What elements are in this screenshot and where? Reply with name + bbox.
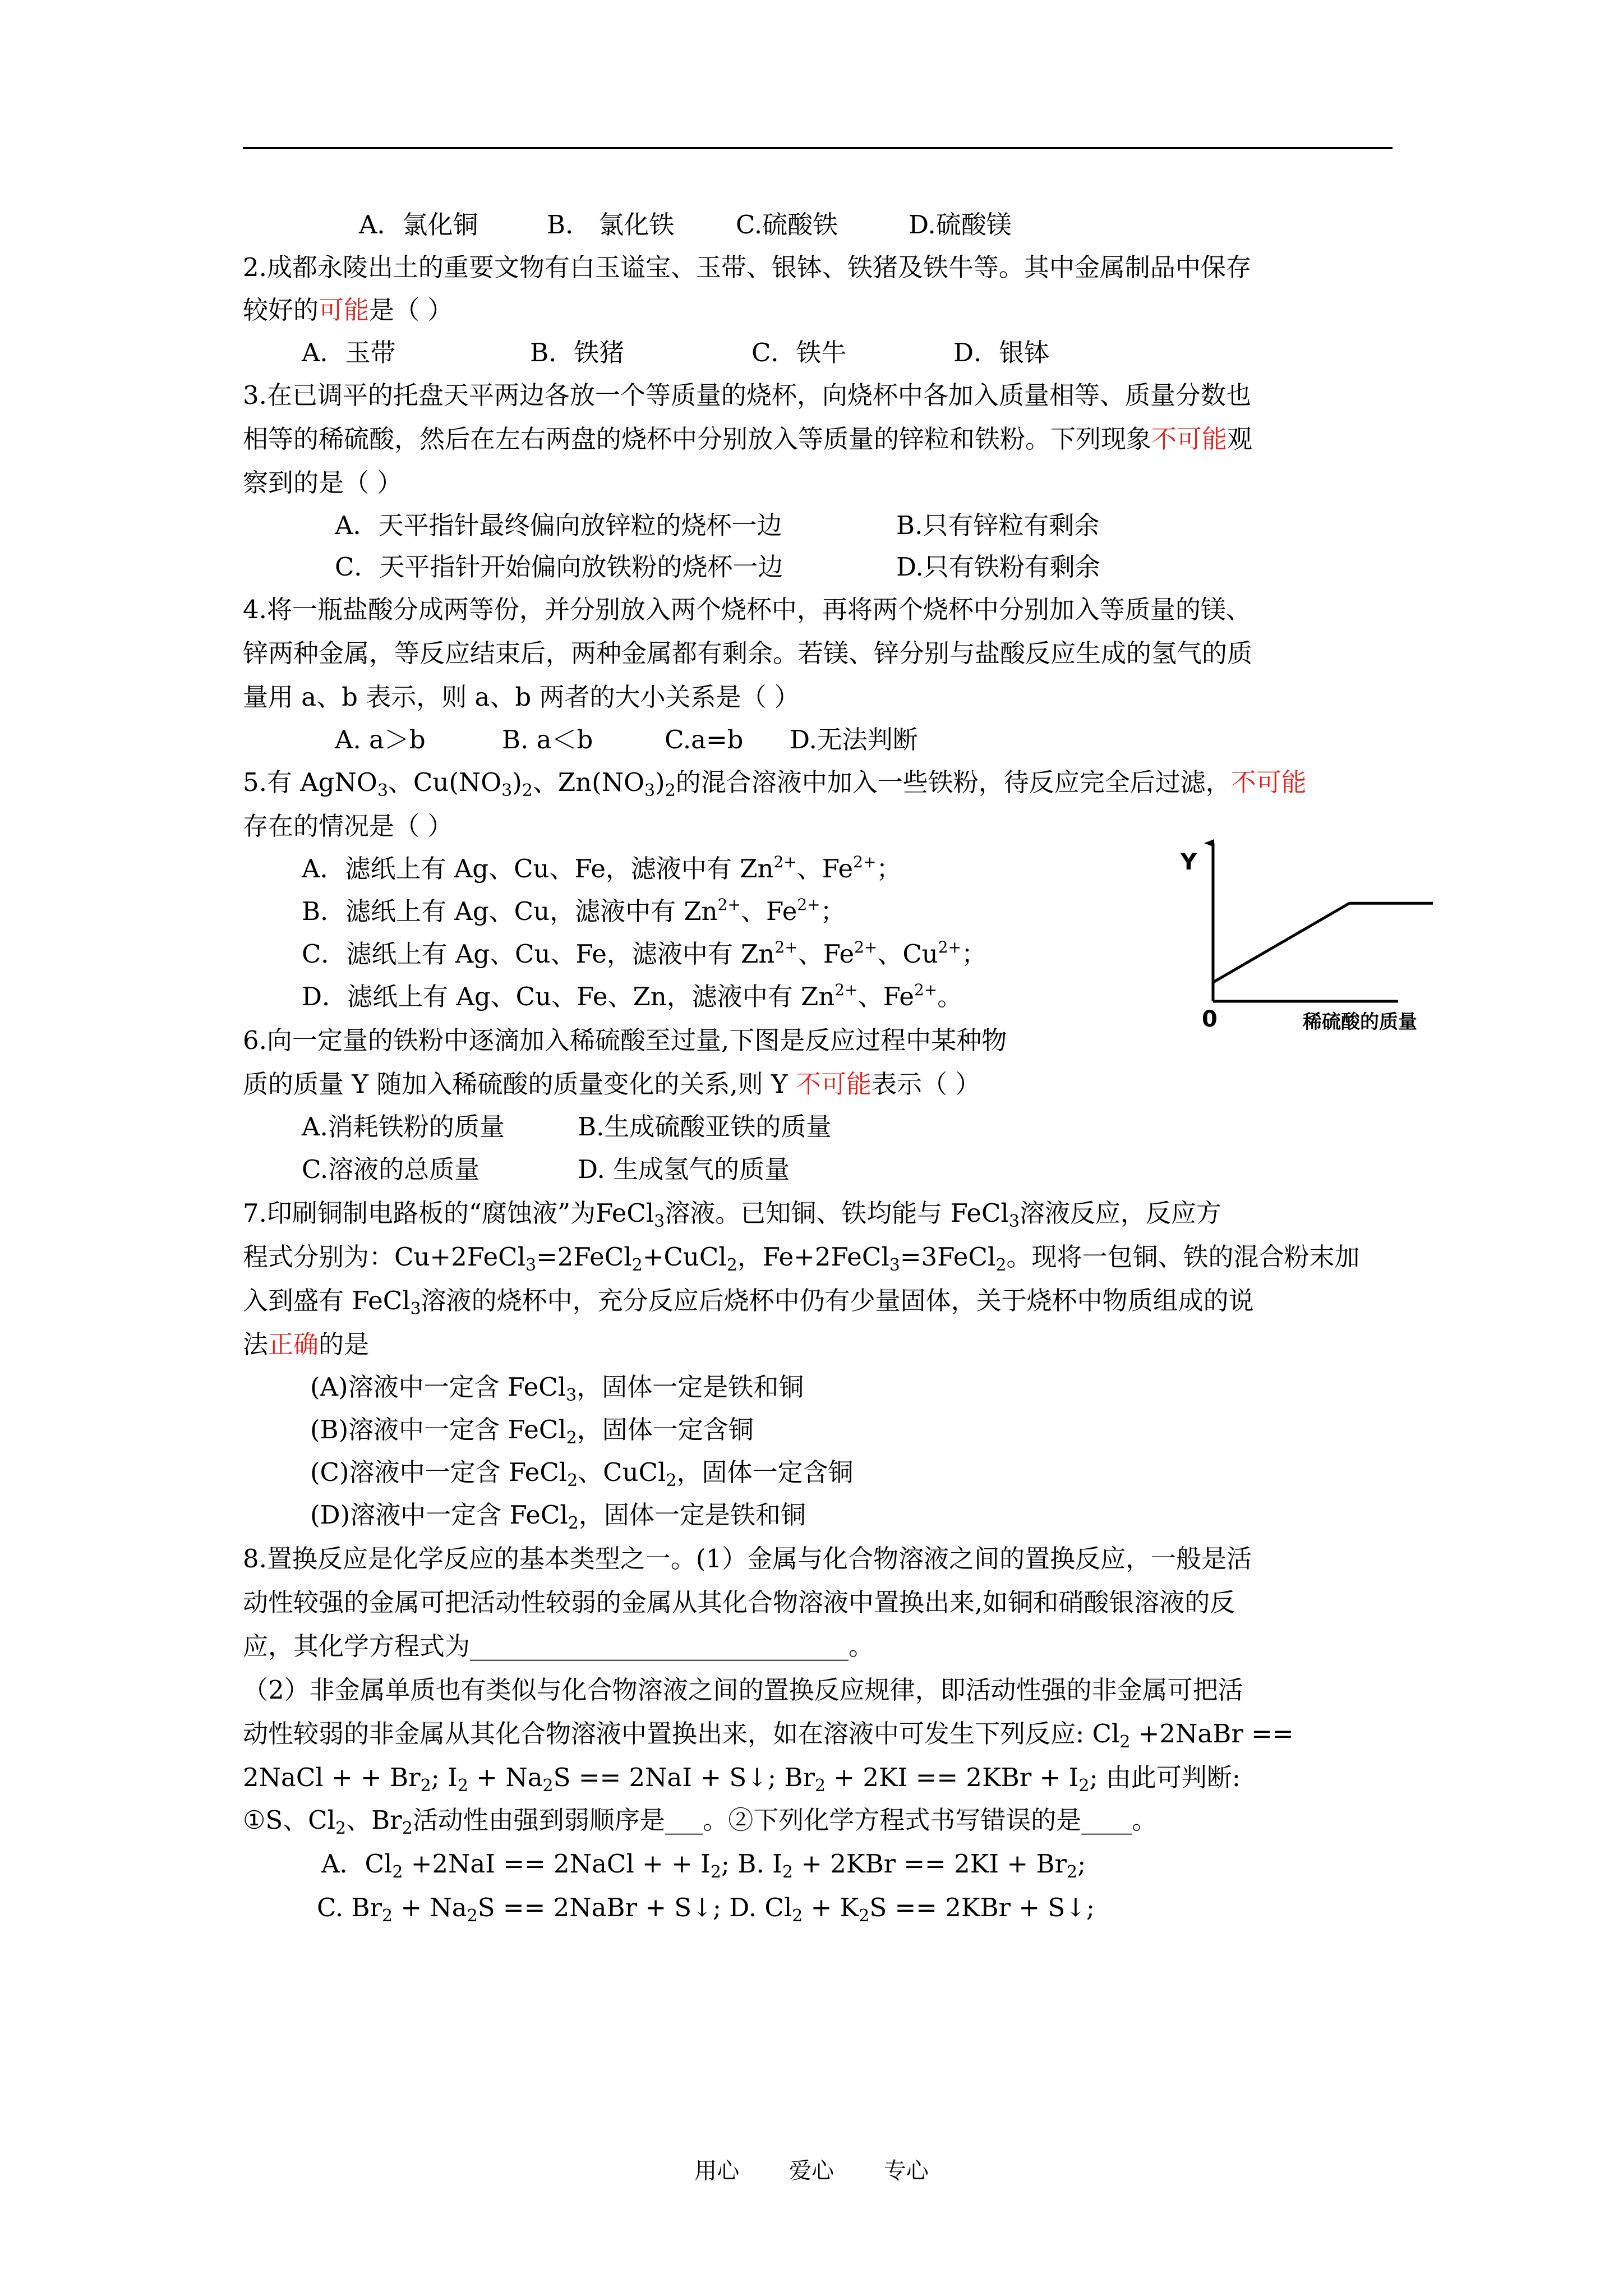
q8-line-7: ①S、$Cl_2$、$Br_2$活动性由强到弱顺序是___。②下列化学方程式书写错误的是____。 xyxy=(243,1805,1158,1838)
q7-option-d: (D)溶液中一定含 FeCl$_2$，固体一定是铁和铜 xyxy=(310,1500,806,1533)
y-axis-label: Y xyxy=(1181,849,1197,875)
q4-line-1: 4.将一瓶盐酸分成两等份，并分别放入两个烧杯中，再将两个烧杯中分别加入等质量的镁、 xyxy=(243,595,1251,624)
q4-line-2: 锌两种金属，等反应结束后，两种金属都有剩余。若镁、锌分别与盐酸反应生成的氢气的质 xyxy=(243,638,1253,668)
q5-line-1: 5.有 AgNO$_3$、$Cu(NO_3)_2$、$Zn(NO_3)_2$的混合溶液中加入一些铁粉，待反应完全后过滤，不可能 xyxy=(243,767,1307,800)
q8-line-4: （2）非金属单质也有类似与化合物溶液之间的置换反应规律，即活动性强的非金属可把活 xyxy=(243,1675,1243,1705)
q2-line-2: 较好的可能是（ ） xyxy=(243,295,453,325)
q5-option-c: C．滤纸上有 Ag、Cu、Fe，滤液中有 $Zn^{2+}$、$Fe^{2+}$、$Cu^{2+}$； xyxy=(302,938,987,969)
q3-option-c: C．天平指针开始偏向放铁粉的烧杯一边 xyxy=(335,552,783,582)
q8-line-1: 8.置换反应是化学反应的基本类型之一。(1）金属与化合物溶液之间的置换反应，一般是活 xyxy=(243,1544,1252,1573)
q6-line-2: 质的质量 Y 随加入稀硫酸的质量变化的关系,则 Y 不可能表示（ ） xyxy=(243,1069,981,1099)
footer-text-3: 专心 xyxy=(883,2158,929,2184)
q2-option-d: D．银钵 xyxy=(953,338,1050,367)
q7-option-c: (C)溶液中一定含 FeCl$_2$、CuCl$_2$，固体一定含铜 xyxy=(310,1457,854,1490)
header-rule xyxy=(243,147,1393,149)
origin-label: 0 xyxy=(1202,1006,1218,1032)
footer-text-1: 用心 xyxy=(694,2158,740,2184)
q3-option-a: A．天平指针最终偏向放锌粒的烧杯一边 xyxy=(335,510,782,540)
page-footer xyxy=(0,2153,1623,2185)
q6-option-a: A.消耗铁粉的质量 xyxy=(302,1112,505,1142)
q2-option-a: A．玉带 xyxy=(302,338,396,367)
q5-option-a: A．滤纸上有 Ag、Cu、Fe，滤液中有 $Zn^{2+}$、$Fe^{2+}$； xyxy=(302,853,902,884)
q5-option-d: D．滤纸上有 Ag、Cu、Fe、Zn，滤液中有 $Zn^{2+}$、$Fe^{2+}$。 xyxy=(302,981,963,1011)
footer-text-2: 爱心 xyxy=(789,2158,834,2184)
q8-option-c-d: C. $Br_2 + Na_2S$ == 2NaBr + S↓; D. $Cl_2 + K_2S == 2KBr$ + S↓; xyxy=(317,1893,1095,1926)
q6-graph xyxy=(1169,839,1444,1052)
q2-line-1: 2.成都永陵出土的重要文物有白玉谥宝、玉带、银钵、铁猪及铁牛等。其中金属制品中保存 xyxy=(243,252,1251,282)
q7-option-a: (A)溶液中一定含 FeCl$_3$，固体一定是铁和铜 xyxy=(310,1372,804,1405)
q7-line-2: 程式分别为：Cu+2FeCl$_3$=2FeCl$_2$+CuCl$_2$，Fe+2FeCl$_3$=3FeCl$_2$。现将一包铜、铁的混合粉末加 xyxy=(243,1242,1360,1275)
q7-option-b: (B)溶液中一定含 FeCl$_2$，固体一定含铜 xyxy=(310,1415,754,1448)
q4-line-3: 量用 a、b 表示，则 a、b 两者的大小关系是（ ） xyxy=(243,682,800,712)
q8-line-5: 动性较弱的非金属从其化合物溶液中置换出来，如在溶液中可发生下列反应: $Cl_2$ +2NaBr == xyxy=(243,1719,1294,1752)
q3-emphasis: 不可能 xyxy=(1151,424,1228,454)
q6-line-1: 6.向一定量的铁粉中逐滴加入稀硫酸至过量,下图是反应过程中某种物 xyxy=(243,1025,1007,1055)
q6-emphasis: 不可能 xyxy=(795,1069,872,1099)
q8-option-a-b: A．$Cl_2 +2NaI$ == 2NaCl + + $I_2$; B. $I_2 + 2KBr == 2KI + Br_2$; xyxy=(321,1849,1086,1882)
q8-line-3: 应，其化学方程式为______________________________。 xyxy=(243,1631,874,1661)
q6-option-d: D. 生成氢气的质量 xyxy=(578,1154,790,1184)
q3-option-d: D.只有铁粉有剩余 xyxy=(896,552,1100,582)
q6-option-b: B.生成硫酸亚铁的质量 xyxy=(578,1112,832,1142)
q5-emphasis: 不可能 xyxy=(1230,767,1307,797)
q1-option-c: C.硫酸铁 xyxy=(736,210,838,240)
q7-line-4: 法正确的是 xyxy=(243,1329,370,1359)
q8-line-6: 2NaCl + + $Br_2$; $I_2 + Na_2S == 2NaI$ + S↓; $Br_2 + 2KI == 2KBr + I_2$; 由此可判断: xyxy=(243,1763,1241,1796)
q2-option-c: C．铁牛 xyxy=(751,338,847,367)
q3-line-2: 相等的稀硫酸，然后在左右两盘的烧杯中分别放入等质量的锌粒和铁粉。下列现象不可能观 xyxy=(243,424,1253,454)
q6-option-c: C.溶液的总质量 xyxy=(302,1154,480,1184)
data-line xyxy=(1213,903,1433,982)
q4-option-c: C.a=b xyxy=(665,725,744,754)
q3-option-b: B.只有锌粒有剩余 xyxy=(896,510,1100,540)
q1-option-b: B． 氯化铁 xyxy=(547,210,675,240)
q3-line-1: 3.在已调平的托盘天平两边各放一个等质量的烧杯，向烧杯中各加入质量相等、质量分数也 xyxy=(243,380,1251,410)
q4-option-d: D.无法判断 xyxy=(790,725,918,754)
q5-line-2: 存在的情况是（ ） xyxy=(243,811,453,841)
q4-option-b: B. a＜b xyxy=(502,725,593,754)
q7-emphasis: 正确 xyxy=(268,1329,319,1359)
q2-option-b: B．铁猪 xyxy=(530,338,625,367)
q7-line-3: 入到盛有 FeCl$_3$溶液的烧杯中，充分反应后烧杯中仍有少量固体，关于烧杯中物质组成的说 xyxy=(243,1286,1254,1319)
x-axis-label: 稀硫酸的质量 xyxy=(1303,1011,1417,1033)
q1-option-d: D.硫酸镁 xyxy=(909,210,1012,240)
q7-line-1: 7.印刷铜制电路板的“腐蚀液”为FeCl$_3$溶液。已知铜、铁均能与 FeCl$_3$溶液反应，反应方 xyxy=(243,1198,1221,1231)
q3-line-3: 察到的是（ ） xyxy=(243,468,403,498)
q2-emphasis: 可能 xyxy=(319,295,370,325)
q5-option-b: B．滤纸上有 Ag、Cu，滤液中有 $Zn^{2+}$、$Fe^{2+}$； xyxy=(302,895,846,926)
q4-option-a: A. a＞b xyxy=(335,725,426,754)
q1-option-a: A．氯化铜 xyxy=(359,210,478,240)
q8-line-2: 动性较强的金属可把活动性较弱的金属从其化合物溶液中置换出来,如铜和硝酸银溶液的反 xyxy=(243,1588,1235,1617)
